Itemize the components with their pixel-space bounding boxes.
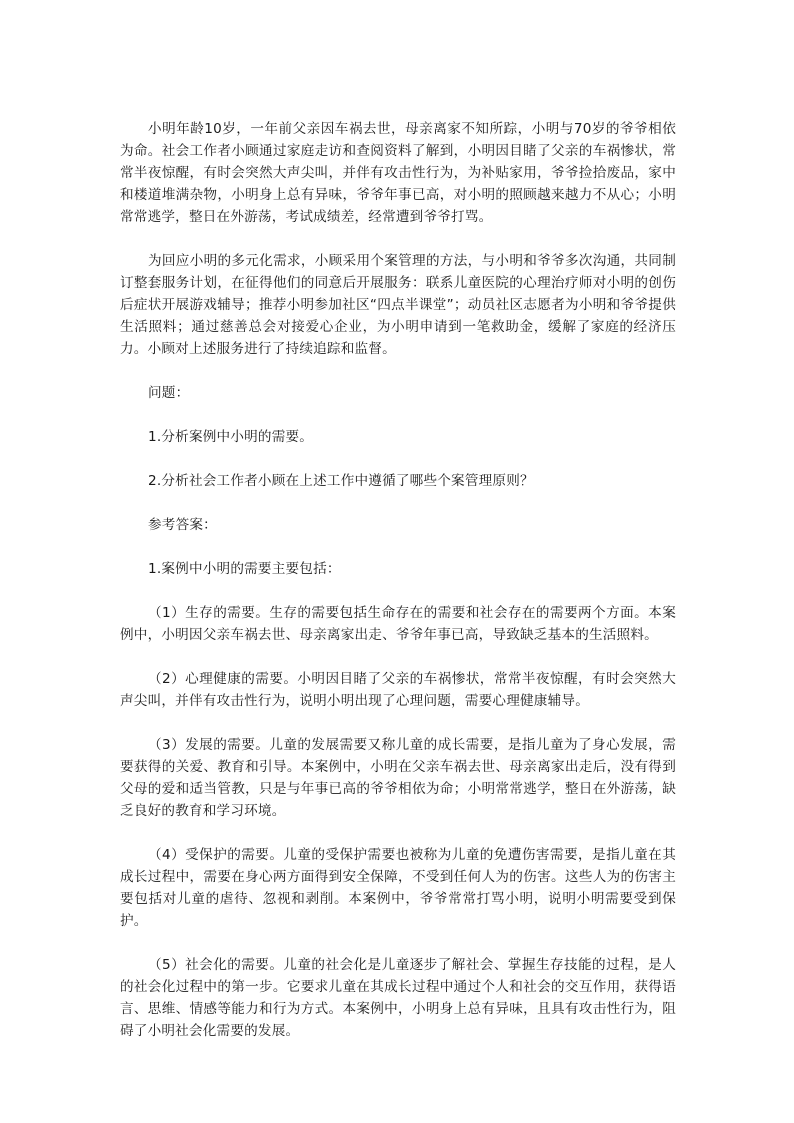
answer-item-4: （4）受保护的需要。儿童的受保护需要也被称为儿童的免遭伤害需要，是指儿童在其成长过程中，需要在身心两方面得到安全保障，不受到任何人为的伤害。这些人为的伤害主要包括对儿童的虐待、忽视和剥削。本案例中，爷爷常常打骂小明，说明小明需要受到保护。 <box>120 847 676 929</box>
case-paragraph-1: 小明年龄10岁，一年前父亲因车祸去世，母亲离家不知所踪，小明与70岁的爷爷相依为命。社会工作者小顾通过家庭走访和查阅资料了解到，小明因目睹了父亲的车祸惨状，常常半夜惊醒，有时会突然大声尖叫，并伴有攻击性行为，为补贴家用，爷爷捡拾废品，家中和楼道堆满杂物，小明身上总有异味，爷爷年事已高，对小明的照顾越来越力不从心；小明常常逃学，整日在外游荡，考试成绩差，经常遭到爷爷打骂。 <box>120 121 676 225</box>
answer-item-5: （5）社会化的需要。儿童的社会化是儿童逐步了解社会、掌握生存技能的过程，是人的社会化过程中的第一步。它要求儿童在其成长过程中通过个人和社会的交互作用，获得语言、思维、情感等能力和行为方式。本案例中，小明身上总有异味，且具有攻击性行为，阻碍了小明社会化需要的发展。 <box>120 957 676 1039</box>
question-2: 2.分析社会工作者小顾在上述工作中遵循了哪些个案管理原则？ <box>148 473 534 489</box>
answer-intro: 1.案例中小明的需要主要包括： <box>148 561 341 577</box>
case-paragraph-2: 为回应小明的多元化需求，小顾采用个案管理的方法，与小明和爷爷多次沟通，共同制订整套服务计划，在征得他们的同意后开展服务：联系儿童医院的心理治疗师对小明的创伤后症状开展游戏辅导；推荐小明参加社区“四点半课堂”；动员社区志愿者为小明和爷爷提供生活照料；通过慈善总会对接爱心企业，为小明申请到一笔救助金，缓解了家庭的经济压力。小顾对上述服务进行了持续追踪和监督。 <box>120 253 676 357</box>
answer-heading: 参考答案： <box>148 517 217 533</box>
answer-item-3: （3）发展的需要。儿童的发展需要又称儿童的成长需要，是指儿童为了身心发展，需要获得的关爱、教育和引导。本案例中，小明在父亲车祸去世、母亲离家出走后，没有得到父母的爱和适当管教，只是与年事已高的爷爷相依为命；小明常常逃学，整日在外游荡，缺乏良好的教育和学习环境。 <box>120 737 676 819</box>
answer-item-1: （1）生存的需要。生存的需要包括生命存在的需要和社会存在的需要两个方面。本案例中，小明因父亲车祸去世、母亲离家出走、爷爷年事已高，导致缺乏基本的生活照料。 <box>120 605 676 643</box>
questions-heading: 问题： <box>148 385 190 401</box>
question-1: 1.分析案例中小明的需要。 <box>148 429 314 445</box>
document-page <box>120 118 676 1042</box>
answer-item-2: （2）心理健康的需要。小明因目睹了父亲的车祸惨状，常常半夜惊醒，有时会突然大声尖叫，并伴有攻击性行为，说明小明出现了心理问题，需要心理健康辅导。 <box>120 671 676 709</box>
